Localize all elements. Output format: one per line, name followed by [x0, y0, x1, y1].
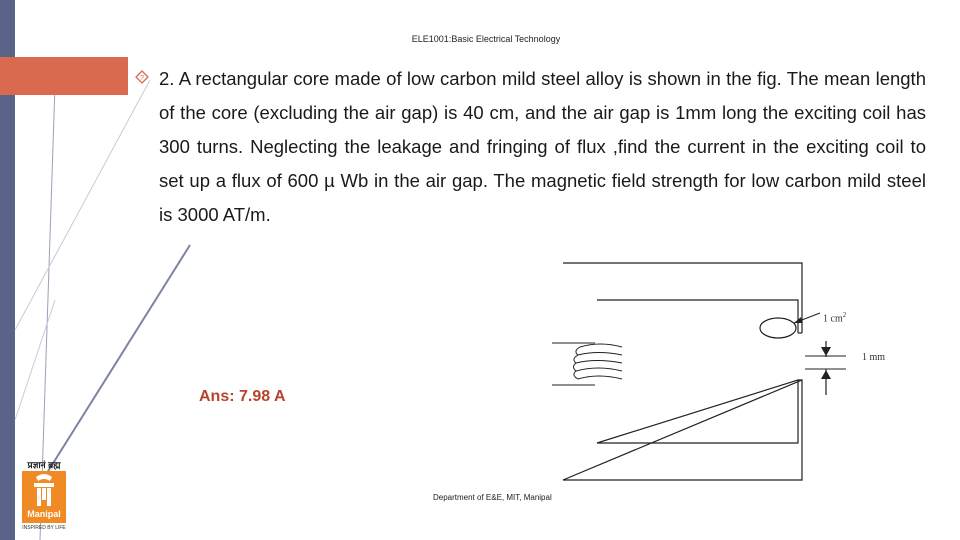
core-outer-edge	[563, 263, 802, 480]
gap-arrow-bottom-head	[821, 370, 831, 379]
diamond-bullet-icon	[135, 70, 149, 84]
logo-motto: प्रज्ञानं ब्रह्म	[27, 460, 61, 470]
cross-section-ellipse	[760, 318, 796, 338]
question-text: 2. A rectangular core made of low carbon mild steel alloy is shown in the fig. The mean length of the core (excluding the air gap) is 40 cm, and the air gap is 1mm long the exciting coil has 300 turns. Neglecting the leakage and fringing of flux ,find the current in the exciting coil to set up a flux of 600 µ Wb in the air gap. The magnetic field strength for low carbon mild steel is 3000 AT/m.	[159, 68, 926, 225]
magnetic-core-figure	[540, 255, 900, 485]
core-inner-edge	[597, 300, 798, 443]
core-diagram	[540, 255, 900, 485]
logo-name: Manipal	[27, 509, 61, 519]
slide-header: ELE1001:Basic Electrical Technology	[411, 34, 561, 44]
answer-text: Ans: 7.98 A	[199, 388, 286, 405]
accent-tab	[0, 57, 128, 95]
svg-text:?: ?	[140, 75, 144, 82]
gap-label: 1 mm	[862, 352, 886, 363]
slide-footer: Department of E&E, MIT, Manipal	[433, 493, 552, 502]
exciting-coil	[574, 344, 623, 379]
manipal-logo	[22, 458, 66, 538]
torch-emblem-icon	[22, 471, 66, 511]
logo-tagline: INSPIRED BY LIFE	[22, 525, 66, 531]
area-label: 1 $cm^2$	[823, 311, 847, 325]
gap-arrow-top-head	[821, 347, 831, 356]
